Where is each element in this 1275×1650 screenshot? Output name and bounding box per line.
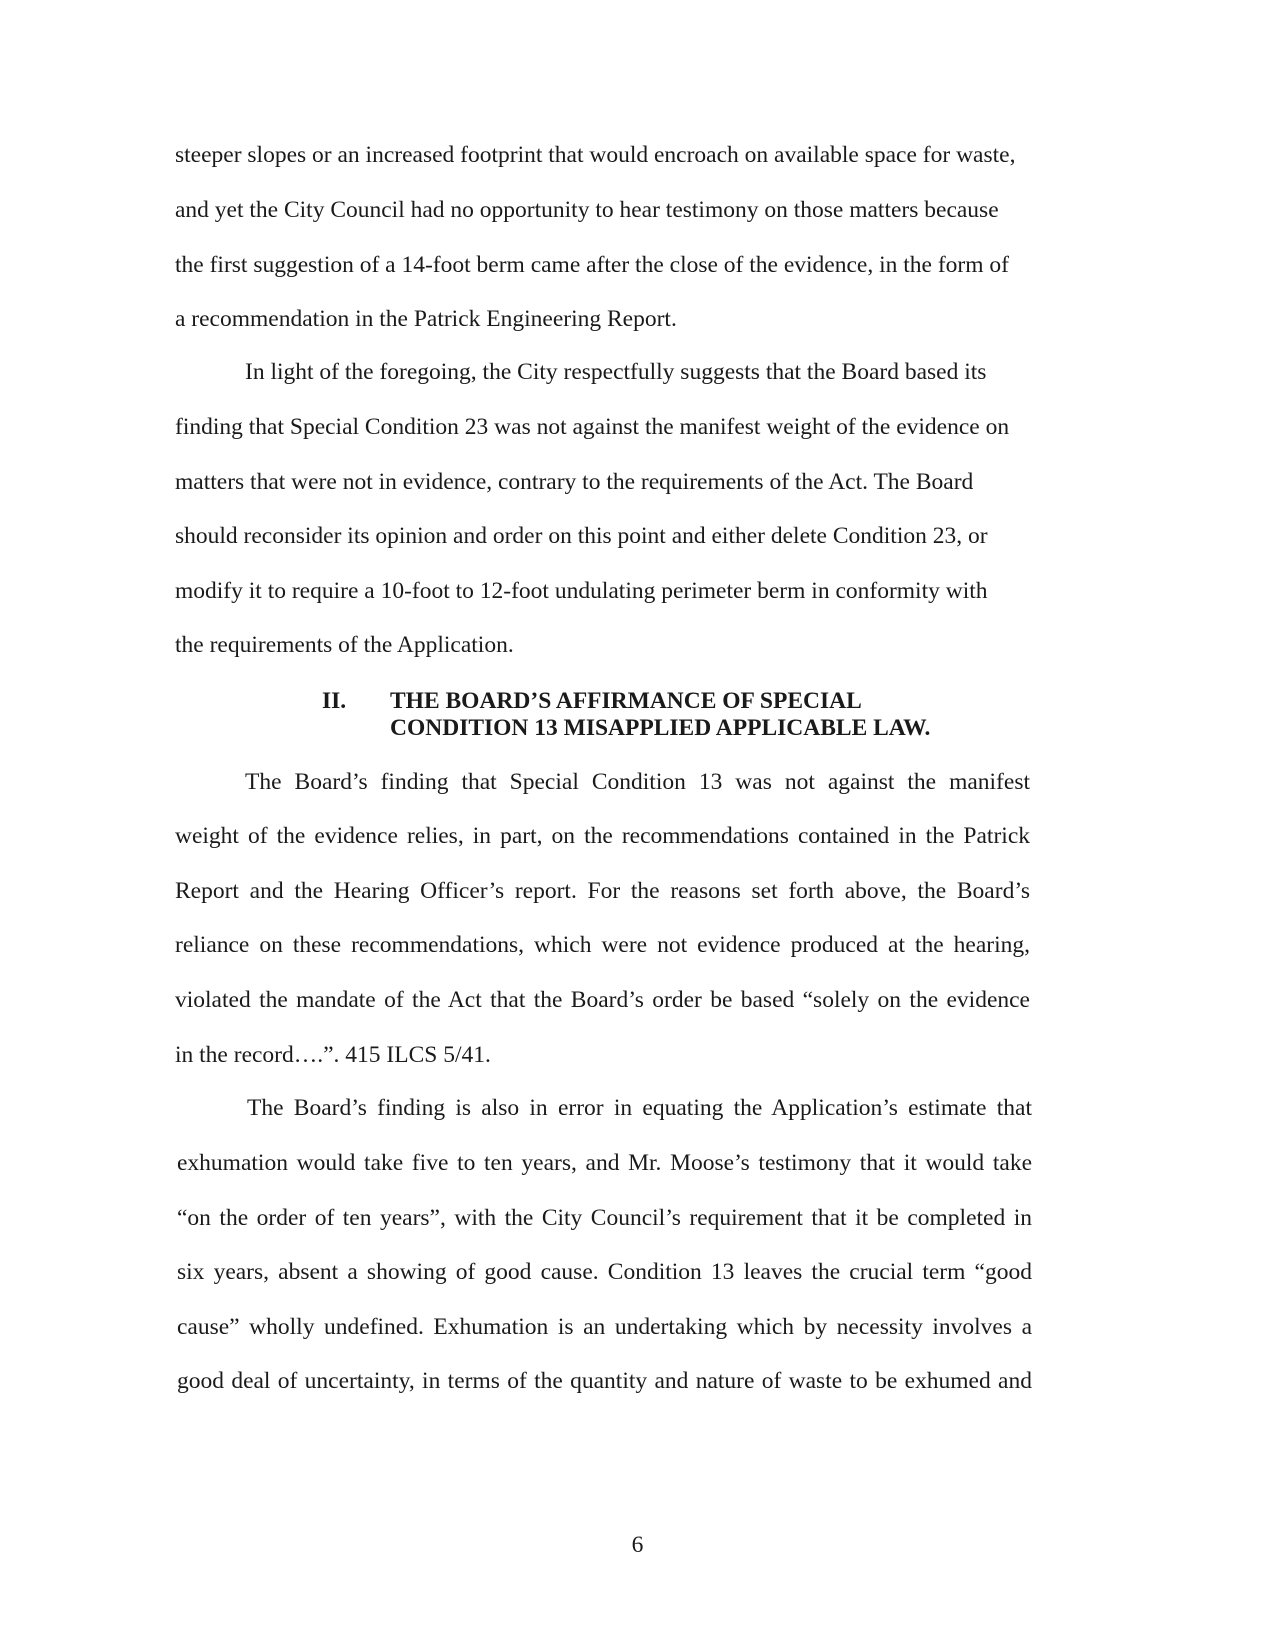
- page-number: 6: [631, 1532, 644, 1558]
- text-line: in the record….”. 415 ILCS 5/41.: [175, 1042, 491, 1068]
- text-line: finding that Special Condition 23 was not against the manifest weight of the evidence on: [175, 414, 1010, 440]
- text-line: good deal of uncertainty, in terms of the quantity and nature of waste to be exhumed and: [177, 1368, 1032, 1394]
- text-line: six years, absent a showing of good cause. Condition 13 leaves the crucial term “good: [177, 1259, 1032, 1285]
- text-line: The Board’s finding is also in error in equating the Application’s estimate that: [247, 1095, 1032, 1121]
- text-line: the first suggestion of a 14-foot berm came after the close of the evidence, in the form of: [175, 252, 1009, 278]
- section-number: II.: [322, 688, 347, 714]
- text-line: should reconsider its opinion and order on this point and either delete Condition 23, or: [175, 523, 988, 549]
- text-line: reliance on these recommendations, which were not evidence produced at the hearing,: [175, 932, 1030, 958]
- text-line: matters that were not in evidence, contrary to the requirements of the Act. The Board: [175, 469, 974, 495]
- section-title-line-1: THE BOARD’S AFFIRMANCE OF SPECIAL: [390, 688, 862, 714]
- text-line: Report and the Hearing Officer’s report. For the reasons set forth above, the Board’s: [175, 878, 1030, 904]
- text-line: exhumation would take five to ten years, and Mr. Moose’s testimony that it would take: [177, 1150, 1032, 1176]
- text-line: In light of the foregoing, the City respectfully suggests that the Board based its: [245, 359, 987, 385]
- text-line: violated the mandate of the Act that the Board’s order be based “solely on the evidence: [175, 987, 1030, 1013]
- text-line: cause” wholly undefined. Exhumation is an undertaking which by necessity involves a: [177, 1314, 1032, 1340]
- text-line: a recommendation in the Patrick Engineering Report.: [175, 306, 677, 332]
- section-title-line-2: CONDITION 13 MISAPPLIED APPLICABLE LAW.: [390, 715, 931, 741]
- text-line: the requirements of the Application.: [175, 632, 514, 658]
- text-line: and yet the City Council had no opportunity to hear testimony on those matters because: [175, 197, 999, 223]
- text-line: “on the order of ten years”, with the City Council’s requirement that it be completed in: [177, 1205, 1032, 1231]
- text-line: The Board’s finding that Special Condition 13 was not against the manifest: [245, 769, 1030, 795]
- text-line: modify it to require a 10-foot to 12-foot undulating perimeter berm in conformity with: [175, 578, 988, 604]
- text-line: weight of the evidence relies, in part, on the recommendations contained in the Patrick: [175, 823, 1030, 849]
- text-line: steeper slopes or an increased footprint that would encroach on available space for waste,: [175, 142, 1016, 168]
